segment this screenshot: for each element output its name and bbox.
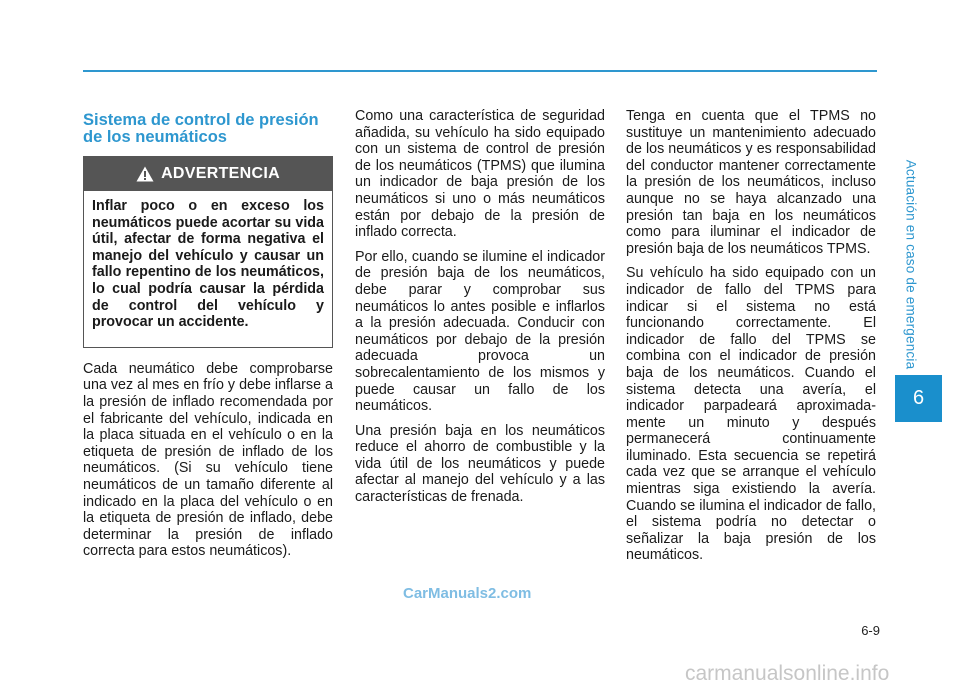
paragraph: Tenga en cuenta que el TPMS no sustituye un mantenimiento adecuado de los neumáticos y es responsabilidad del conductor mantener correctamente la presión de los neumáticos, incluso aunque no se haya alcanzado una presión tan baja en los neumáticos como para iluminar el indicador de presión baja de los neumáticos TPMS.	[626, 108, 876, 257]
warning-text: Inflar poco o en exceso los neumáticos puede acortar su vida útil, afectar de forma negativa el manejo del vehículo y causar un fallo repentino de los neumáticos, lo cual podría causar la pérdida de control del vehículo y provocar un accidente.	[92, 198, 324, 331]
watermark-link[interactable]: CarManuals2.com	[403, 585, 532, 602]
section-title: Sistema de control de presión de los neumáticos	[83, 111, 319, 146]
chapter-side-title-text: Actuación en caso de emergencia	[903, 159, 919, 369]
footer-watermark: carmanualsonline.info	[685, 662, 890, 685]
warning-triangle-icon	[136, 166, 154, 182]
paragraph: Como una característica de seguridad añadida, su vehículo ha sido equipado con un sistema de control de presión de los neumáticos (TPMS) que ilumina un indicador de baja presión de los neumáticos si uno o más neumáticos están por debajo de la presión de inflado correcta.	[355, 108, 605, 241]
paragraph: Por ello, cuando se ilumine el indicador de presión baja de los neumáticos, debe parar y comprobar sus neumáticos lo antes posible e inflarlos a la presión adecuada. Conducir con neumáticos por debajo de la presión adecuada provoca un sobrecalentamiento de los mismos y puede causar un fallo de los neumáticos.	[355, 248, 605, 415]
paragraph: Cada neumático debe comprobarse una vez al mes en frío y debe inflarse a la presión de inflado recomendada por el fabricante del vehículo, indicada en la placa situada en el vehículo o en la etiqueta de presión de inflado de los neumáticos. (Si su vehículo tiene neumáticos de un tamaño diferente al indicado en la placa del vehículo o en la etiqueta de presión de inflado, debe determinar la presión de inflado correcta para estos neumáticos).	[83, 360, 333, 560]
chapter-tab	[895, 375, 942, 422]
column-2	[355, 108, 605, 514]
page-number: 6-9	[861, 623, 880, 638]
column-3	[626, 108, 876, 572]
paragraph: Una presión baja en los neumáticos reduce el ahorro de combustible y la vida útil de los neumáticos y puede afectar al manejo del vehículo y a las características de frenada.	[355, 422, 605, 506]
chapter-side-title	[897, 156, 925, 372]
column-1	[83, 108, 333, 568]
chapter-number: 6	[912, 387, 925, 409]
top-divider	[83, 70, 877, 72]
warning-box	[83, 156, 333, 348]
paragraph: Su vehículo ha sido equipado con un indicador de fallo del TPMS para indicar si el sistema no está funcionando correctamente. El indicador de fallo del TPMS se combina con el indicador de presión baja de los neumáticos. Cuando el sistema detecta una avería, el indicador parpadeará aproximada-mente un minuto y después permanecerá continuamente iluminado. Esta secuencia se repetirá cada vez que se arranque el vehículo mientras siga existiendo la avería. Cuando se ilumina el indicador de fallo, el sistema podría no detectar o señalizar la baja presión de los neumáticos.	[626, 265, 876, 564]
warning-label: ADVERTENCIA	[161, 164, 280, 182]
warning-header	[84, 157, 332, 191]
